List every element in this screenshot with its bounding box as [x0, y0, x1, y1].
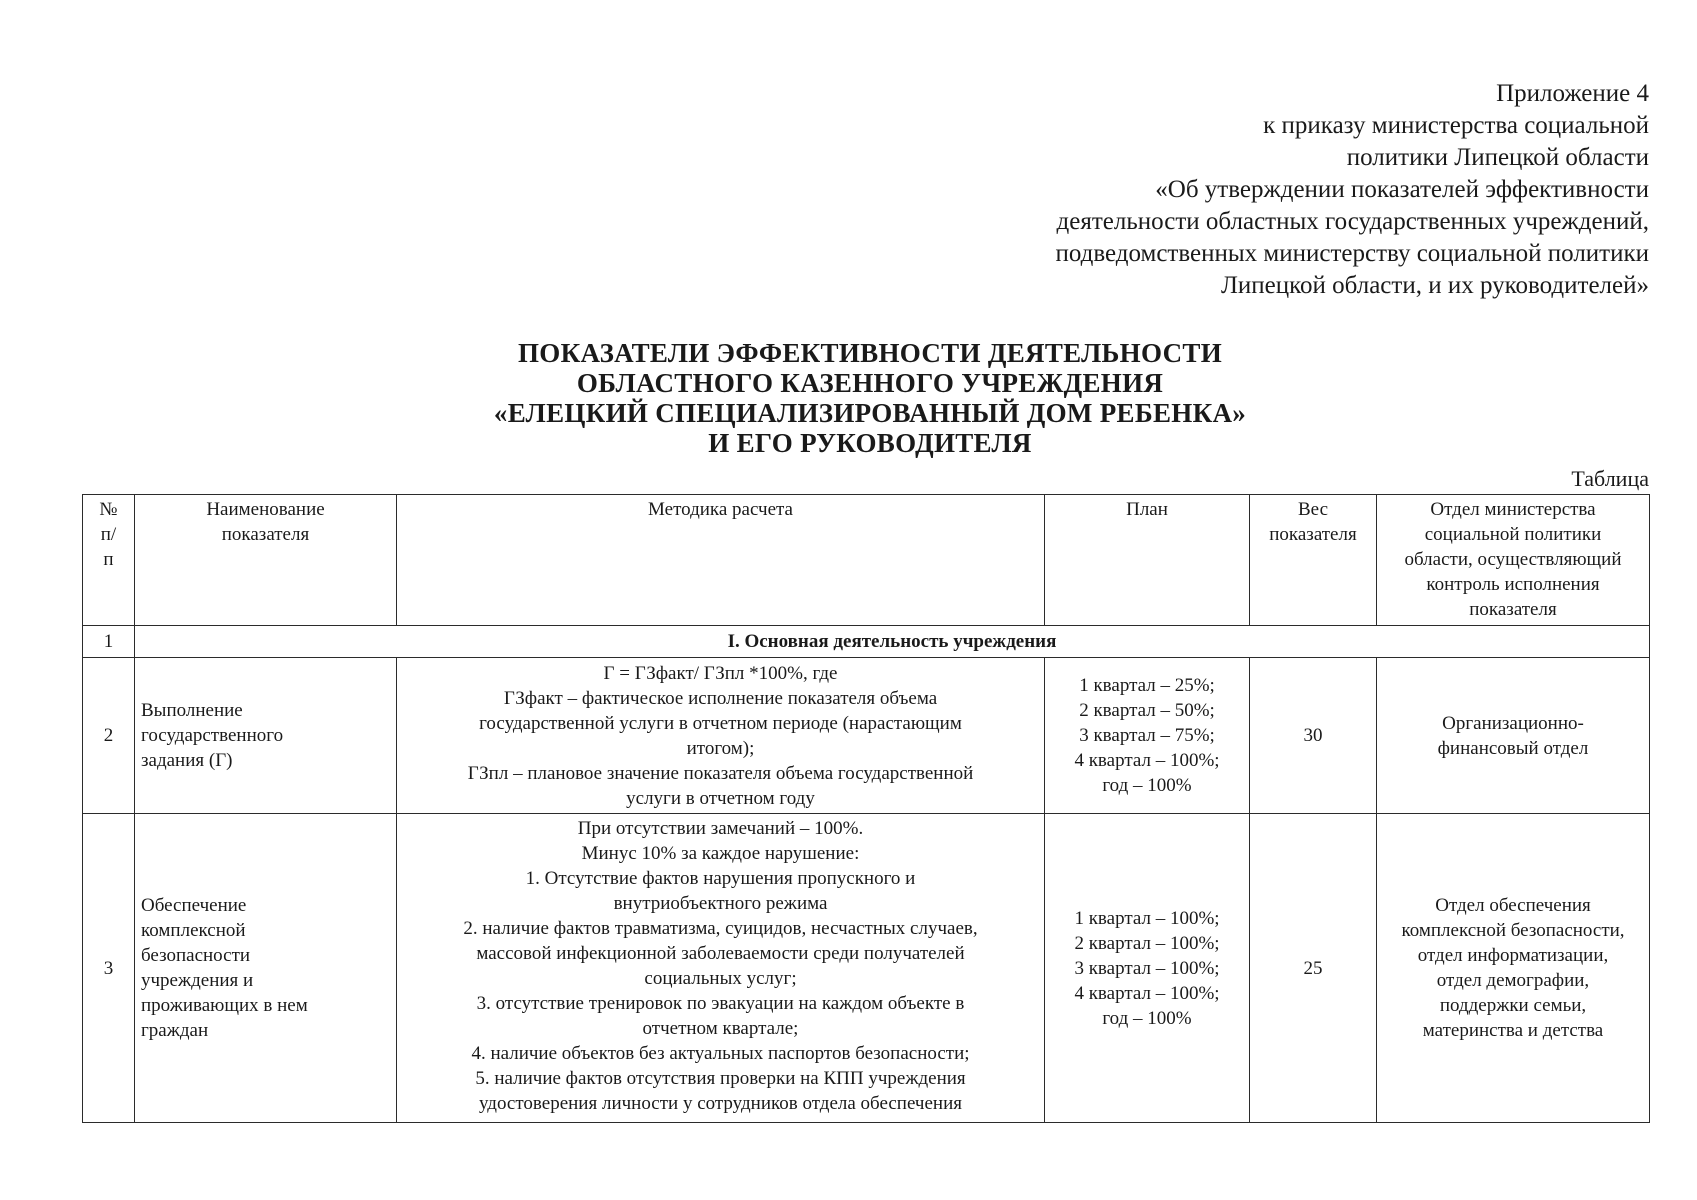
appendix-line: подведомственных министерству социальной политики — [1055, 240, 1649, 267]
header-weight: Вес показателя — [1250, 495, 1377, 626]
row-method — [397, 814, 1045, 1123]
title-line: И ЕГО РУКОВОДИТЕЛЯ — [708, 428, 1032, 458]
row-method: Г = ГЗфакт/ ГЗпл *100%, где ГЗфакт – фактическое исполнение показателя объема государственной услуги в отчетном периоде (нарастающим итогом); ГЗпл – плановое значение показателя объема государственной услуги в отчетном году — [397, 658, 1045, 814]
section-row — [83, 626, 1650, 658]
title-line: ПОКАЗАТЕЛИ ЭФФЕКТИВНОСТИ ДЕЯТЕЛЬНОСТИ — [518, 338, 1222, 368]
appendix-line: деятельности областных государственных учреждений, — [1056, 208, 1649, 235]
row-num: 2 — [83, 658, 135, 814]
header-method: Методика расчета — [397, 495, 1045, 626]
row-num: 3 — [83, 814, 135, 1123]
appendix-line: «Об утверждении показателей эффективности — [1155, 176, 1649, 203]
appendix-line: к приказу министерства социальной — [1263, 112, 1649, 139]
table-label: Таблица — [1571, 466, 1649, 491]
header-name: Наименование показателя — [135, 495, 397, 626]
method-text: При отсутствии замечаний – 100%. Минус 10% за каждое нарушение: 1. Отсутствие фактов нарушения пропускного и внутриобъектного режима 2. наличие фактов травматизма, суицидов, несчастных случаев, массовой инфекционной заболеваемости среди получателей социальных услуг; 3. отсутствие тренировок по эвакуации на каждом объекте в отчетном квартале; 4. наличие объектов без актуальных паспортов безопасности; 5. наличие фактов отсутствия проверки на КПП учреждения удостоверения личности у сотрудников отдела обеспечения — [463, 818, 978, 1114]
section-num: 1 — [83, 626, 135, 658]
row-weight: 25 — [1250, 814, 1377, 1123]
appendix-line: политики Липецкой области — [1346, 144, 1649, 171]
appendix-block — [889, 78, 1649, 302]
section-label: I. Основная деятельность учреждения — [135, 626, 1650, 658]
title-line: «ЕЛЕЦКИЙ СПЕЦИАЛИЗИРОВАННЫЙ ДОМ РЕБЕНКА» — [493, 398, 1247, 428]
table-header-row — [83, 495, 1650, 626]
row-dept: Отдел обеспечения комплексной безопасности, отдел информатизации, отдел демографии, поддержки семьи, материнства и детства — [1377, 814, 1650, 1123]
row-name: Обеспечение комплексной безопасности учреждения и проживающих в нем граждан — [135, 814, 397, 1123]
document-title — [0, 338, 1697, 458]
appendix-line: Приложение 4 — [1496, 80, 1649, 107]
header-plan: План — [1045, 495, 1250, 626]
header-dept: Отдел министерства социальной политики области, осуществляющий контроль исполнения показателя — [1377, 495, 1650, 626]
row-name: Выполнение государственного задания (Г) — [135, 658, 397, 814]
indicators-table — [82, 494, 1650, 1123]
header-num: № п/ п — [83, 495, 135, 626]
row-weight: 30 — [1250, 658, 1377, 814]
title-line: ОБЛАСТНОГО КАЗЕННОГО УЧРЕЖДЕНИЯ — [576, 368, 1164, 398]
row-dept: Организационно- финансовый отдел — [1377, 658, 1650, 814]
row-plan: 1 квартал – 100%; 2 квартал – 100%; 3 квартал – 100%; 4 квартал – 100%; год – 100% — [1045, 814, 1250, 1123]
table-row — [83, 814, 1650, 1123]
row-plan: 1 квартал – 25%; 2 квартал – 50%; 3 квартал – 75%; 4 квартал – 100%; год – 100% — [1045, 658, 1250, 814]
appendix-line: Липецкой области, и их руководителей» — [1220, 272, 1649, 299]
table-row — [83, 658, 1650, 814]
